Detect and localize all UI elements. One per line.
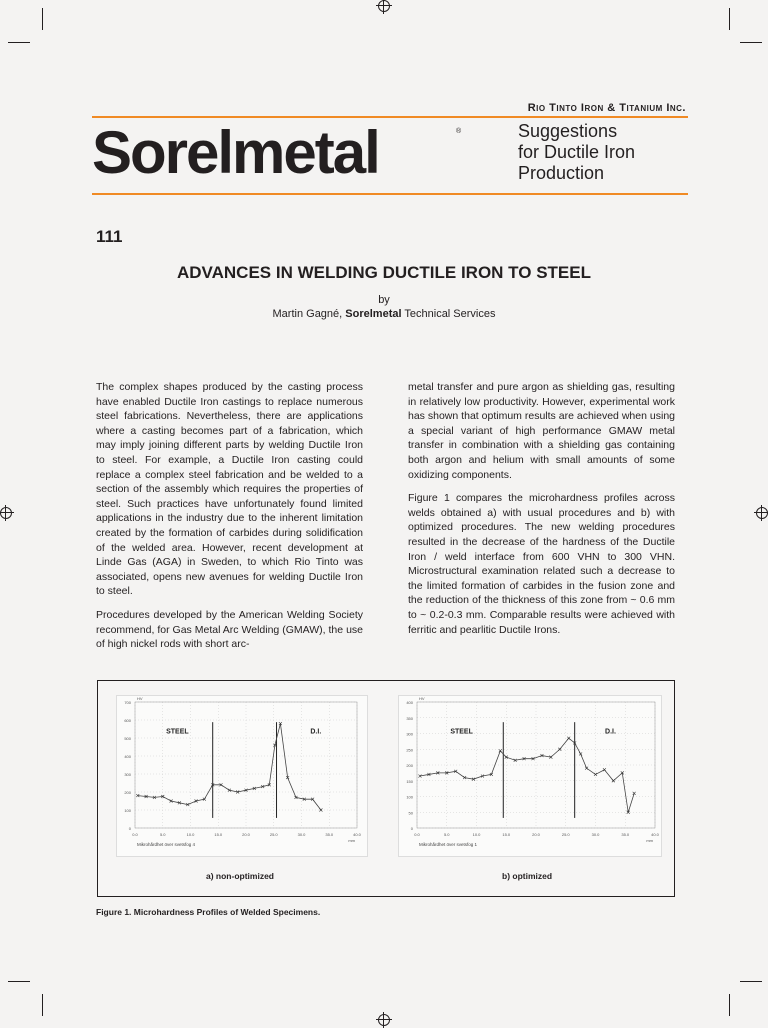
y-axis-label: HV: [419, 696, 425, 701]
y-tick-label: 400: [124, 754, 131, 759]
article-title: ADVANCES IN WELDING DUCTILE IRON TO STEEL: [177, 263, 591, 282]
x-tick-label: 35.0: [621, 832, 630, 837]
figure-label-b: b) optimized: [502, 871, 553, 881]
y-tick-label: 300: [124, 772, 131, 777]
x-tick-label: 5.0: [443, 832, 450, 837]
data-point: [579, 752, 582, 755]
x-tick-label: 20.0: [532, 832, 540, 837]
author-org: Sorelmetal: [345, 308, 402, 320]
tagline-line: for Ductile Iron: [518, 142, 636, 162]
x-tick-label: 10.0: [186, 832, 195, 837]
chart-a: [117, 696, 367, 856]
y-tick-label: 100: [406, 794, 413, 800]
registration-mark-icon: [756, 507, 768, 519]
tagline: [518, 121, 635, 184]
crop-mark: [42, 8, 43, 30]
company-name: Rio Tinto Iron & Titanium Inc.: [527, 102, 686, 114]
y-tick-label: 200: [406, 763, 413, 768]
y-tick-label: 250: [406, 747, 413, 753]
article-number: 111: [96, 227, 123, 246]
data-point: [585, 767, 588, 770]
chart-note: Mikrohårdhet över svetsfog 1: [419, 842, 478, 847]
x-tick-label: 15.0: [214, 832, 223, 837]
x-tick-label: 0.0: [414, 832, 420, 837]
x-tick-label: 15.0: [502, 832, 511, 837]
author-dept: Technical Services: [404, 308, 496, 320]
x-tick-label: 25.0: [561, 832, 570, 837]
x-tick-label: 30.0: [297, 832, 306, 837]
figure-caption: Figure 1. Microhardness Profiles of Welded Specimens.: [96, 907, 321, 917]
body-column-left: [96, 380, 363, 661]
paragraph: Figure 1 compares the microhardness profiles across welds obtained a) with usual procedures and b) with optimized procedures. The new welding procedures resulted in the decrease of the hardness of the Ductile Iron / weld interface from 600 VHN to 300 VHN. Microstructural examination related such a decrease to the limited formation of carbides in the fusion zone and the reduction of the thickness of this zone from ~ 0.6 mm to ~ 0.2-0.3 mm. Comparable results were achieved with ferritic and pearlitic Ductile Irons.: [408, 492, 675, 636]
data-point: [594, 773, 597, 776]
x-tick-label: 40.0: [353, 832, 361, 837]
registered-mark: ®: [456, 128, 462, 135]
y-tick-label: 0: [410, 826, 413, 831]
chart-note: Mikrohårdhet över svetsfog 4: [137, 842, 196, 847]
figure-box: [97, 680, 675, 897]
y-tick-label: 350: [406, 715, 413, 721]
sorelmetal-logo: Sorelmetal: [92, 119, 379, 186]
y-tick-label: 200: [124, 790, 131, 795]
body-column-right: [408, 380, 675, 646]
y-tick-label: 300: [406, 731, 413, 737]
y-axis-label: HV: [137, 696, 143, 701]
crop-mark: [8, 981, 30, 982]
region-label-steel: STEEL: [166, 728, 189, 736]
paragraph: metal transfer and pure argon as shielding gas, resulting in relatively low productivity. However, experimental work has shown that optimum results are achieved when using a special variant of high performance GMAW metal transfer in combination with a shielding gas containing both argon and helium with small amounts of some oxidizing components.: [408, 381, 675, 481]
x-axis-unit: mm: [646, 838, 653, 843]
byline: [0, 293, 768, 321]
x-tick-label: 25.0: [269, 832, 278, 837]
series-line: [138, 724, 321, 810]
byline-by: by: [378, 294, 390, 306]
crop-mark: [729, 8, 730, 30]
tagline-line: Production: [518, 163, 605, 183]
x-tick-label: 10.0: [472, 832, 481, 837]
region-label-di: D.I.: [310, 728, 322, 736]
y-tick-label: 600: [124, 718, 131, 723]
region-label-steel: STEEL: [450, 728, 473, 736]
figure-label-a: a) non-optimized: [206, 871, 274, 881]
chart-b: [399, 696, 661, 856]
byline-author: [0, 307, 768, 321]
data-point: [567, 737, 570, 740]
data-point: [603, 768, 606, 771]
series-line: [420, 738, 634, 812]
x-tick-label: 40.0: [651, 832, 659, 837]
registration-mark-icon: [0, 507, 12, 519]
crop-mark: [42, 994, 43, 1016]
y-tick-label: 500: [124, 736, 131, 741]
chart-b-panel: [398, 695, 662, 857]
crop-mark: [740, 42, 762, 43]
registration-mark-icon: [378, 0, 390, 12]
crop-mark: [740, 981, 762, 982]
y-tick-label: 0: [128, 826, 131, 831]
chart-a-panel: [116, 695, 368, 857]
crop-mark: [729, 994, 730, 1016]
x-tick-label: 35.0: [325, 832, 334, 837]
y-tick-label: 700: [124, 700, 131, 705]
region-label-di: D.I.: [605, 728, 616, 736]
tagline-line: Suggestions: [518, 121, 618, 141]
x-tick-label: 5.0: [159, 832, 166, 837]
header-rule-bottom: [92, 193, 688, 195]
registration-mark-icon: [378, 1014, 390, 1026]
y-tick-label: 400: [406, 700, 413, 705]
y-tick-label: 100: [124, 808, 131, 813]
x-tick-label: 30.0: [591, 832, 600, 837]
x-tick-label: 0.0: [132, 832, 138, 837]
x-tick-label: 20.0: [242, 832, 250, 837]
x-axis-unit: mm: [348, 838, 355, 843]
y-tick-label: 150: [406, 778, 413, 784]
author-name: Martin Gagné,: [272, 308, 343, 320]
crop-mark: [8, 42, 30, 43]
y-tick-label: 50: [408, 810, 413, 816]
paragraph: The complex shapes produced by the casting process have enabled Ductile Iron castings to replace numerous steel fabrications. Nevertheless, there are applications where a casting becomes part of a fabrication, which may imply joining different parts by welding Ductile Iron to steel. For example, a Ductile Iron casting could replace a complex steel fabrication and be welded to a section of the assembly which requires the properties of steel. Such practices have unfortunately found limited applications in the industry due to the inherent limitation created by the formation of carbides during solidification of the welded area. However, recent development at Linde Gas (AGA) in Sweden, to which Rio Tinto was associated, opens new avenues for welding Ductile Iron to steel.: [96, 381, 363, 598]
paragraph: Procedures developed by the American Welding Society recommend, for Gas Metal Arc Welding (GMAW), the use of high nickel rods with short arc-: [96, 608, 363, 651]
